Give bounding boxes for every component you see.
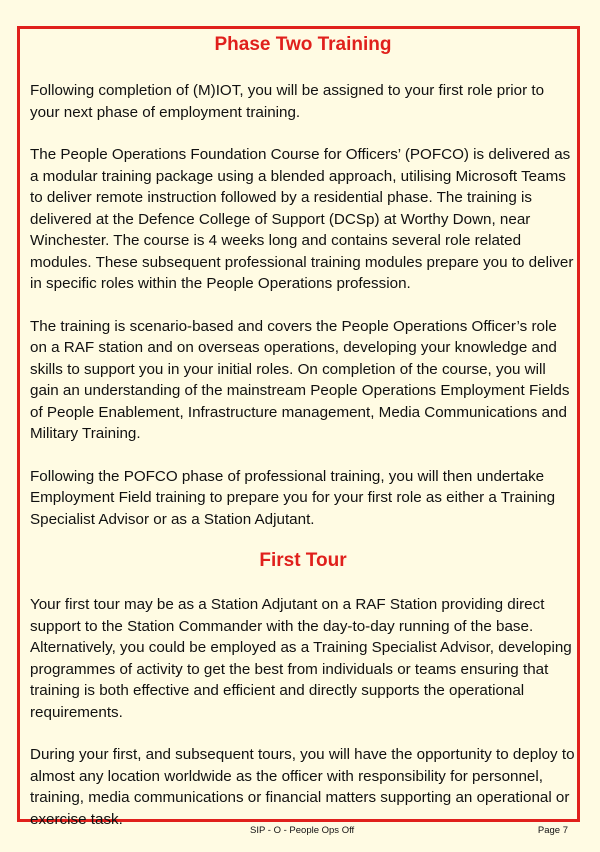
paragraph: During your first, and subsequent tours, you will have the opportunity to deploy to almost any location worldwide as the officer with responsibility for personnel, training, media communications or financial matters supporting an operational or exercise task. [30, 746, 575, 828]
paragraph: The training is scenario-based and covers the People Operations Officer’s role on a RAF station and on overseas operations, developing your knowledge and skills to support you in your initial roles. On completion of the course, you will gain an understanding of the mainstream People Operations Employment Fields of People Enablement, Infrastructure management, Media Communications and Military Training. [30, 317, 570, 442]
section-heading-phase-two-training: Phase Two Training [214, 34, 392, 55]
footer-document-ref: SIP - O - People Ops Off [250, 825, 355, 836]
footer-page-number: Page 7 [537, 825, 568, 836]
section-heading-first-tour: First Tour [259, 550, 347, 571]
paragraph: The People Operations Foundation Course for Officers’ (POFCO) is delivered as a modular training package using a blended approach, utilising Microsoft Teams to deliver remote instruction followed by a residential phase. The training is delivered at the Defence College of Support (DCSp) at Worthy Down, near Winchester. The course is 4 weeks long and contains several role related modules. These subsequent professional training modules prepare you to deliver in specific roles within the People Operations profession. [30, 146, 574, 292]
page-content [30, 34, 576, 830]
page-footer [0, 825, 600, 839]
paragraph: Following completion of (M)IOT, you will be assigned to your first role prior to your next phase of employment training. [30, 82, 545, 121]
paragraph: Your first tour may be as a Station Adjutant on a RAF Station providing direct support to the Station Commander with the day-to-day running of the base. Alternatively, you could be employed as a Training Specialist Advisor, developing programmes of activity to get the best from individuals or teams ensuring that training is both effective and efficient and directly supports the operational requirements. [30, 596, 572, 721]
paragraph: Following the POFCO phase of professional training, you will then undertake Employment Field training to prepare you for your first role as either a Training Specialist Advisor or as a Station Adjutant. [30, 467, 556, 528]
